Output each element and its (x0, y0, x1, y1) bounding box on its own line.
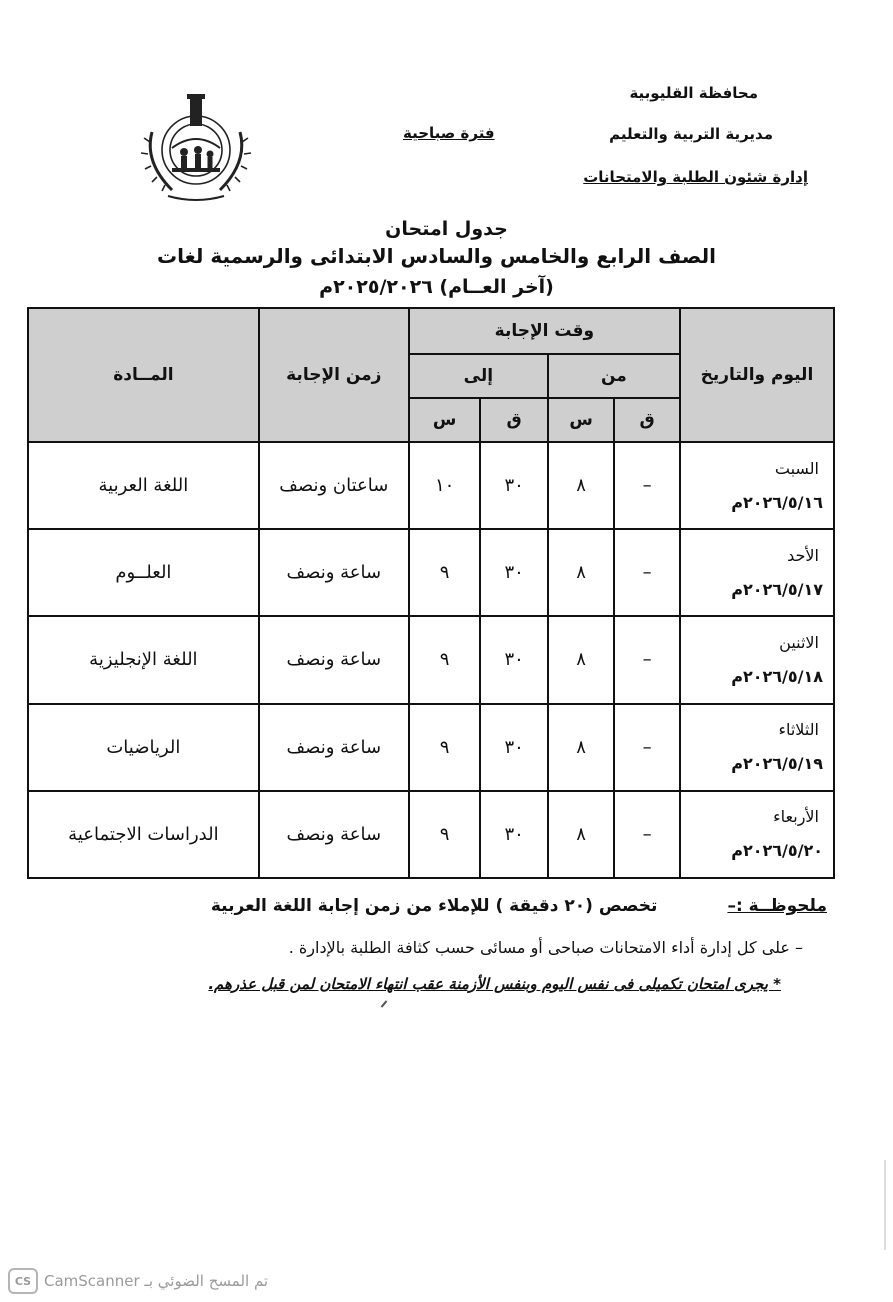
ministry-seal-icon (132, 92, 260, 204)
table-row (28, 529, 834, 616)
duration-cell: ساعة ونصف (259, 791, 409, 878)
day-date-cell (680, 616, 834, 703)
note-administration: – على كل إدارة أداء الامتحانات صباحى أو مسائى حسب كثافة الطلبة بالإدارة . (288, 938, 803, 957)
to-minute-cell: ٣٠ (480, 442, 548, 529)
from-minute-cell: – (614, 529, 679, 616)
duration-cell: ساعتان ونصف (259, 442, 409, 529)
subject-cell: اللغة الإنجليزية (28, 616, 259, 703)
from-hour-cell: ٨ (548, 704, 614, 791)
from-minute-cell: – (614, 704, 679, 791)
governorate-label: محافظة القليوبية (629, 84, 758, 102)
to-hour-cell: ٩ (409, 704, 481, 791)
header-to-minute: ق (480, 398, 548, 442)
to-minute-cell: ٣٠ (480, 529, 548, 616)
exam-date: ٢٠٢٦/٥/١٧م (731, 579, 823, 599)
from-hour-cell: ٨ (548, 442, 614, 529)
subject-cell: اللغة العربية (28, 442, 259, 529)
subject-cell: الرياضيات (28, 704, 259, 791)
directorate-label: مديرية التربية والتعليم (609, 125, 773, 143)
day-name: الاثنين (779, 632, 819, 652)
day-date-cell (680, 529, 834, 616)
scan-edge-line (884, 1160, 886, 1250)
header-to: إلى (409, 354, 548, 398)
note-dictation-text: تخصص (٢٠ دقيقة ) للإملاء من زمن إجابة اللغة العربية (210, 896, 658, 916)
to-hour-cell: ٩ (409, 791, 481, 878)
note-label: ملحوظــة :– (727, 896, 827, 916)
note-makeup-exam: * يجرى امتحان تكميلى فى نفس اليوم وبنفس الأزمنة عقب انتهاء الامتحان لمن قبل عذرهم. (208, 975, 781, 993)
to-minute-cell: ٣٠ (480, 616, 548, 703)
table-row (28, 616, 834, 703)
table-row (28, 704, 834, 791)
duration-cell: ساعة ونصف (259, 529, 409, 616)
duration-cell: ساعة ونصف (259, 704, 409, 791)
to-hour-cell: ٩ (409, 616, 481, 703)
day-name: السبت (774, 458, 819, 478)
header-from-hour: س (548, 398, 614, 442)
department-label: إدارة شئون الطلبة والامتحانات (583, 168, 808, 186)
header-duration: زمن الإجابة (259, 308, 409, 442)
note-dictation (67, 896, 827, 916)
camscanner-text: تم المسح الضوئي بـ CamScanner (44, 1272, 269, 1290)
day-date-cell (680, 704, 834, 791)
day-name: الأحد (787, 545, 819, 565)
header-subject: المــادة (28, 308, 259, 442)
period-label: فترة صباحية (403, 124, 495, 142)
camscanner-watermark (8, 1268, 268, 1294)
camscanner-logo-icon: CS (8, 1268, 38, 1294)
to-hour-cell: ١٠ (409, 442, 481, 529)
header-answer-time: وقت الإجابة (409, 308, 680, 354)
header-from: من (548, 354, 680, 398)
to-hour-cell: ٩ (409, 529, 481, 616)
from-minute-cell: – (614, 791, 679, 878)
from-hour-cell: ٨ (548, 791, 614, 878)
header-day-date: اليوم والتاريخ (680, 308, 834, 442)
exam-date: ٢٠٢٦/٥/١٩م (731, 754, 823, 774)
to-minute-cell: ٣٠ (480, 704, 548, 791)
exam-schedule-table (27, 307, 835, 879)
schedule-title: جدول امتحان (385, 218, 508, 240)
term-subtitle: (آخر العــام) ٢٠٢٥/٢٠٢٦م (319, 276, 554, 298)
subject-cell: الدراسات الاجتماعية (28, 791, 259, 878)
duration-cell: ساعة ونصف (259, 616, 409, 703)
from-hour-cell: ٨ (548, 529, 614, 616)
day-name: الثلاثاء (778, 720, 819, 740)
header-to-hour: س (409, 398, 481, 442)
header-from-minute: ق (614, 398, 679, 442)
table-row (28, 442, 834, 529)
exam-date: ٢٠٢٦/٥/١٨م (731, 666, 823, 686)
from-minute-cell: – (614, 616, 679, 703)
day-date-cell (680, 442, 834, 529)
exam-date: ٢٠٢٦/٥/١٦م (731, 492, 823, 512)
to-minute-cell: ٣٠ (480, 791, 548, 878)
from-hour-cell: ٨ (548, 616, 614, 703)
grades-subtitle: الصف الرابع والخامس والسادس الابتدائى والرسمية لغات (157, 244, 716, 268)
day-name: الأربعاء (773, 807, 819, 827)
exam-date: ٢٠٢٦/٥/٢٠م (731, 841, 823, 861)
from-minute-cell: – (614, 442, 679, 529)
day-date-cell (680, 791, 834, 878)
pen-mark (381, 1000, 388, 1007)
subject-cell: العلــوم (28, 529, 259, 616)
table-row (28, 791, 834, 878)
